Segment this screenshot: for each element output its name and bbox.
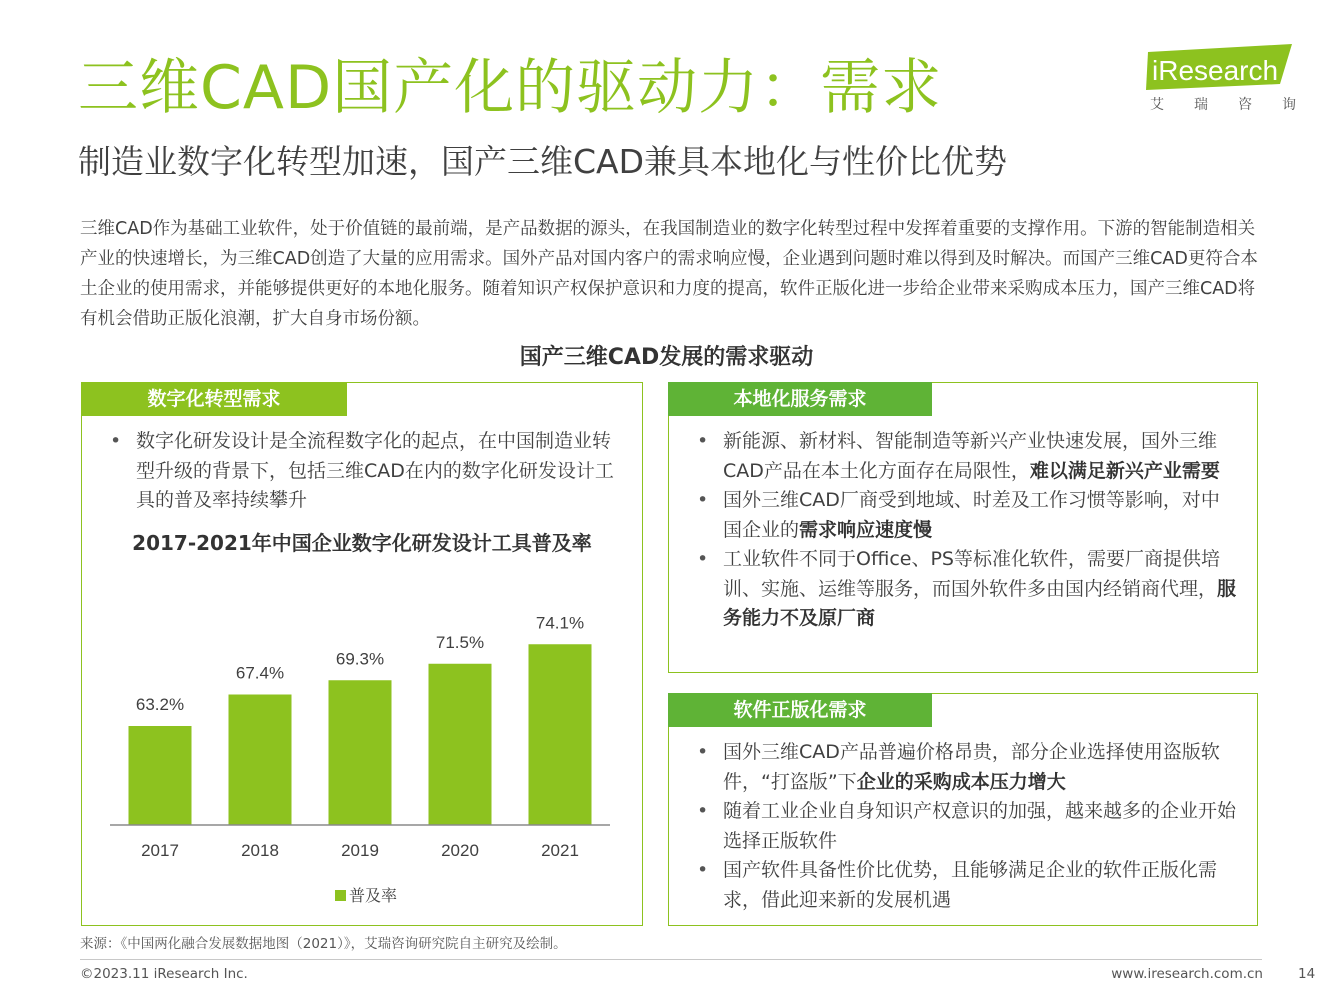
intro-paragraph: 三维CAD作为基础工业软件，处于价值链的最前端，是产品数据的源头，在我国制造业的数字化转型过程中发挥着重要的支撑作用。下游的智能制造相关产业的快速增长，为三维CAD创造了大量的应用需求。国外产品对国内客户的需求响应慢，企业遇到问题时难以得到及时解决。而国产三维CAD更符合本土企业的使用需求，并能够提供更好的本地化服务。随着知识产权保护意识和力度的提高，软件正版化进一步给企业带来采购成本压力，国产三维CAD将有机会借助正版化浪潮，扩大自身市场份额。 (80, 219, 1258, 329)
panel-local-service (668, 382, 1258, 673)
iresearch-logo (1146, 44, 1296, 116)
source-note: 来源：《中国两化融合发展数据地图（2021）》，艾瑞咨询研究院自主研究及绘制。 (80, 936, 567, 952)
x-tick-label-2021: 2021 (541, 841, 579, 860)
chart-legend (335, 887, 397, 905)
panel-header-local: 本地化服务需求 (668, 382, 932, 416)
logo-sub-char: 瑞 (1194, 97, 1208, 113)
x-tick-label-2018: 2018 (241, 841, 279, 860)
x-tick-label-2019: 2019 (341, 841, 379, 860)
bullet-list (106, 427, 622, 516)
bullet-item: • 随着工业企业自身知识产权意识的加强，越来越多的企业开始选择正版软件 (693, 797, 1237, 856)
bullet-item: • 国产软件具备性价比优势，且能够满足企业的软件正版化需求，借此迎来新的发展机遇 (693, 856, 1237, 915)
legend-swatch (335, 890, 346, 901)
data-label-2019: 69.3% (335, 649, 385, 669)
diagram-title: 国产三维CAD发展的需求驱动 (519, 345, 814, 370)
panel-license-demand (668, 693, 1258, 926)
emphasis-text: 服务能力不及原厂商 (723, 577, 1237, 629)
bar-2019 (329, 680, 392, 825)
x-tick-label-2020: 2020 (441, 841, 479, 860)
emphasis-text: 需求响应速度慢 (799, 518, 933, 541)
bar-chart (80, 560, 640, 920)
bullet-item: • 国外三维CAD厂商受到地域、时差及工作习惯等影响，对中国企业的需求响应速度慢 (693, 486, 1237, 545)
copyright: ©2023.11 iResearch Inc. (80, 966, 248, 982)
bullet-item: • 国外三维CAD产品普遍价格昂贵，部分企业选择使用盗版软件，“打盗版”下企业的采购成本压力增大 (693, 738, 1237, 797)
data-label-2018: 67.4% (235, 663, 285, 683)
logo-mark (1146, 44, 1296, 90)
bar-2021 (529, 644, 592, 825)
emphasis-text: 难以满足新兴产业需要 (1029, 459, 1220, 482)
footer-divider (80, 959, 1262, 960)
bullet-list (693, 427, 1237, 634)
logo-text: iResearch (1152, 55, 1279, 86)
bar-2017 (129, 726, 192, 825)
data-label-2020: 71.5% (435, 632, 485, 652)
panel-header-digital: 数字化转型需求 (81, 382, 347, 416)
legend-label: 普及率 (349, 888, 398, 905)
panel-header-license: 软件正版化需求 (668, 693, 932, 727)
bar-2020 (429, 664, 492, 825)
logo-subtitle (1150, 94, 1296, 114)
data-label-2021: 74.1% (535, 613, 585, 633)
website-link[interactable]: www.iresearch.com.cn (1111, 966, 1263, 982)
bar-2018 (229, 695, 292, 826)
data-label-2017: 63.2% (135, 695, 185, 714)
emphasis-text: 企业的采购成本压力增大 (856, 770, 1066, 793)
logo-sub-char: 咨 (1238, 97, 1252, 113)
bullet-list (693, 738, 1237, 915)
page-subtitle: 制造业数字化转型加速，国产三维CAD兼具本地化与性价比优势 (78, 142, 1008, 181)
page-number: 14 (1298, 966, 1316, 982)
x-tick-label-2017: 2017 (141, 841, 179, 860)
bullet-item: • 新能源、新材料、智能制造等新兴产业快速发展，国外三维CAD产品在本土化方面存在局限性，难以满足新兴产业需要 (693, 427, 1237, 486)
page-title: 三维CAD国产化的驱动力：需求 (78, 53, 943, 123)
chart-title: 2017-2021年中国企业数字化研发设计工具普及率 (132, 531, 592, 555)
logo-sub-char: 询 (1282, 97, 1296, 113)
bullet-item: • 数字化研发设计是全流程数字化的起点，在中国制造业转型升级的背景下，包括三维CAD在内的数字化研发设计工具的普及率持续攀升 (106, 427, 622, 516)
bullet-item: • 工业软件不同于Office、PS等标准化软件，需要厂商提供培训、实施、运维等服务，而国外软件多由国内经销商代理，服务能力不及原厂商 (693, 545, 1237, 634)
logo-sub-char: 艾 (1150, 97, 1164, 113)
